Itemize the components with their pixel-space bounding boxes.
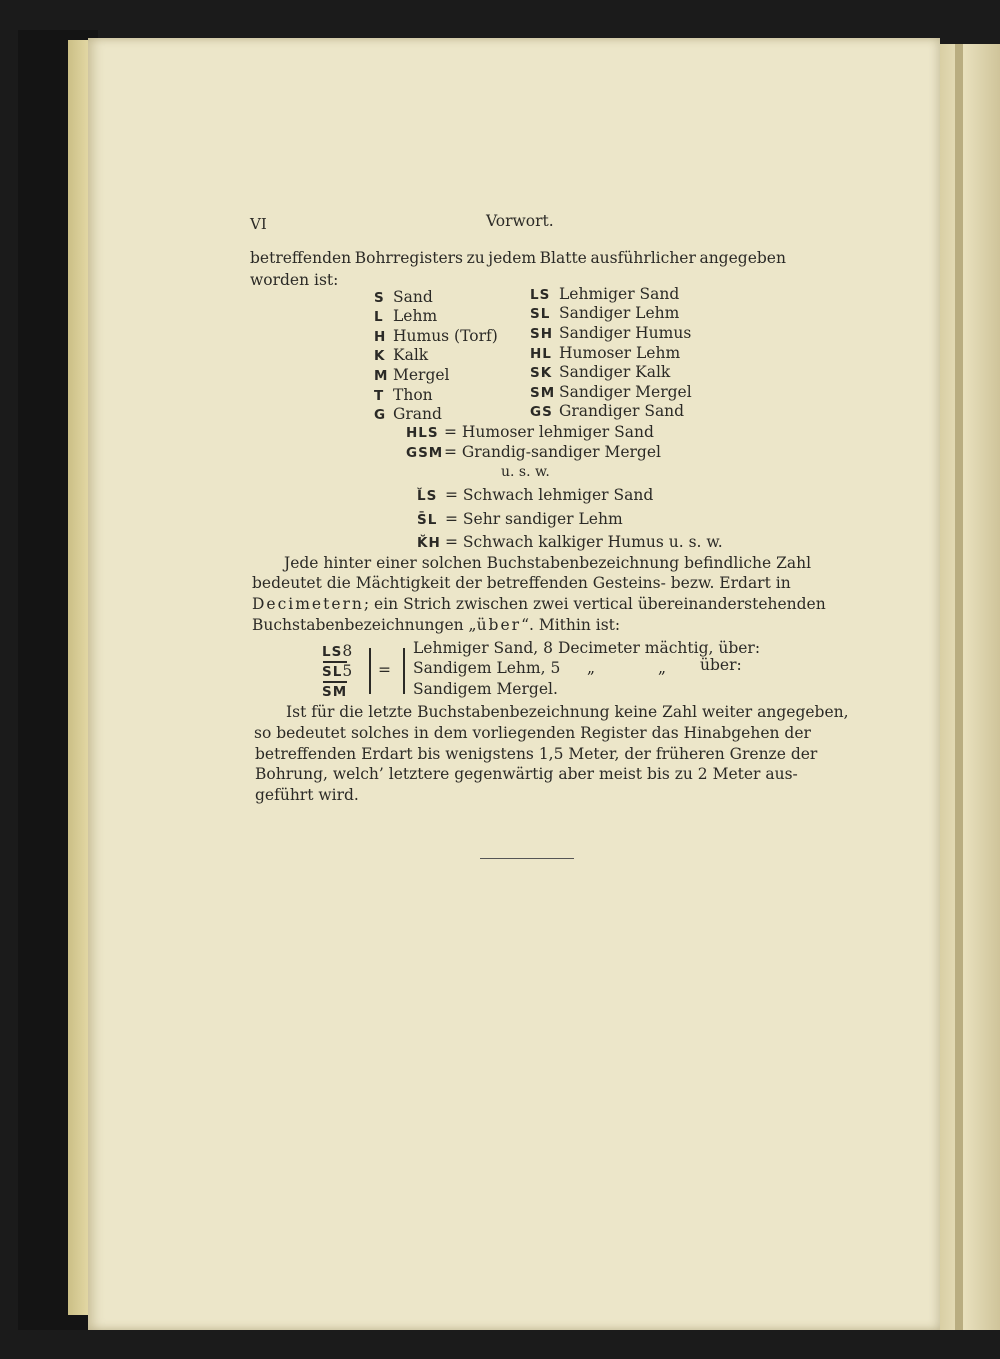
para1-line: bedeutet die Mächtigkeit der betreffenden Gesteins- bezw. Erdart in (252, 574, 791, 592)
legend-item: S Sand (374, 288, 433, 306)
word: Blatte (539, 249, 587, 267)
ditto-mark: „ (658, 659, 667, 677)
para2-line: Bohrung, welch’ letztere gegenwärtig aber meist bis zu 2 Meter aus- (255, 765, 798, 783)
word: angegeben (699, 249, 786, 267)
legend-item: M Mergel (374, 366, 450, 384)
example-left-item: LS8 (322, 642, 353, 660)
next-page-edge (940, 44, 1000, 1330)
intro-line-1 (250, 248, 786, 268)
para1-line: Decimetern; ein Strich zwischen zwei vertical übereinanderstehenden (252, 595, 826, 613)
usw-label: u. s. w. (501, 464, 550, 480)
legend-item: SK Sandiger Kalk (530, 363, 671, 381)
ditto-mark: „ (587, 659, 596, 677)
legend-item: GS Grandiger Sand (530, 402, 685, 420)
word: betreffenden (250, 249, 352, 267)
legend-item: LS Lehmiger Sand (530, 285, 680, 303)
para2-line: betreffenden Erdart bis wenigstens 1,5 Meter, der früheren Grenze der (255, 745, 818, 763)
modifier-item: K̆H = Schwach kalkiger Humus u. s. w. (417, 533, 723, 551)
word: Bohrregisters (354, 249, 464, 267)
combo-item: HLS = Humoser lehmiger Sand (406, 423, 654, 441)
word: ausführlicher (590, 249, 696, 267)
legend-item: L Lehm (374, 307, 438, 325)
word: jedem (488, 249, 537, 267)
para1-line: Buchstabenbezeichnungen „über“. Mithin ist: (252, 616, 621, 634)
legend-item: SH Sandiger Humus (530, 324, 692, 342)
word: zu (466, 249, 485, 267)
example-left-item: SL5 (322, 662, 353, 680)
legend-item: G Grand (374, 405, 442, 423)
example-right-item: Sandigem Lehm, 5 (413, 659, 561, 677)
intro-line-2: worden ist: (250, 271, 339, 289)
end-rule (480, 858, 574, 859)
example-ueber: über: (700, 656, 742, 674)
legend-item: HL Humoser Lehm (530, 344, 681, 362)
page-gutter (955, 44, 963, 1330)
example-right-item: Sandigem Mergel. (413, 680, 558, 698)
legend-item: H Humus (Torf) (374, 327, 498, 345)
legend-item: SL Sandiger Lehm (530, 304, 680, 322)
page-number: VI (250, 215, 267, 233)
para2-line: Ist für die letzte Buchstabenbezeichnung keine Zahl weiter angegeben, (286, 703, 849, 721)
example-right-item: Lehmiger Sand, 8 Decimeter mächtig, über: (413, 639, 761, 657)
para2-line: so bedeutet solches in dem vorliegenden Register das Hinabgehen der (254, 724, 811, 742)
para2-line: geführt wird. (255, 786, 359, 804)
running-title: Vorwort. (486, 212, 554, 230)
legend-item: SM Sandiger Mergel (530, 383, 692, 401)
page-edges (68, 40, 90, 1315)
modifier-item: L̆S = Schwach lehmiger Sand (417, 486, 654, 504)
modifier-item: S̄L = Sehr sandiger Lehm (417, 510, 623, 528)
bracket-right (403, 648, 405, 694)
legend-item: K Kalk (374, 346, 429, 364)
para1-line: Jede hinter einer solchen Buchstabenbezeichnung befindliche Zahl (284, 554, 812, 572)
equals-sign: = (378, 661, 391, 679)
combo-item: GSM= Grandig-sandiger Mergel (406, 443, 661, 461)
legend-item: T Thon (374, 386, 433, 404)
example-left-item: SM (322, 684, 348, 700)
bracket-left (369, 648, 371, 694)
